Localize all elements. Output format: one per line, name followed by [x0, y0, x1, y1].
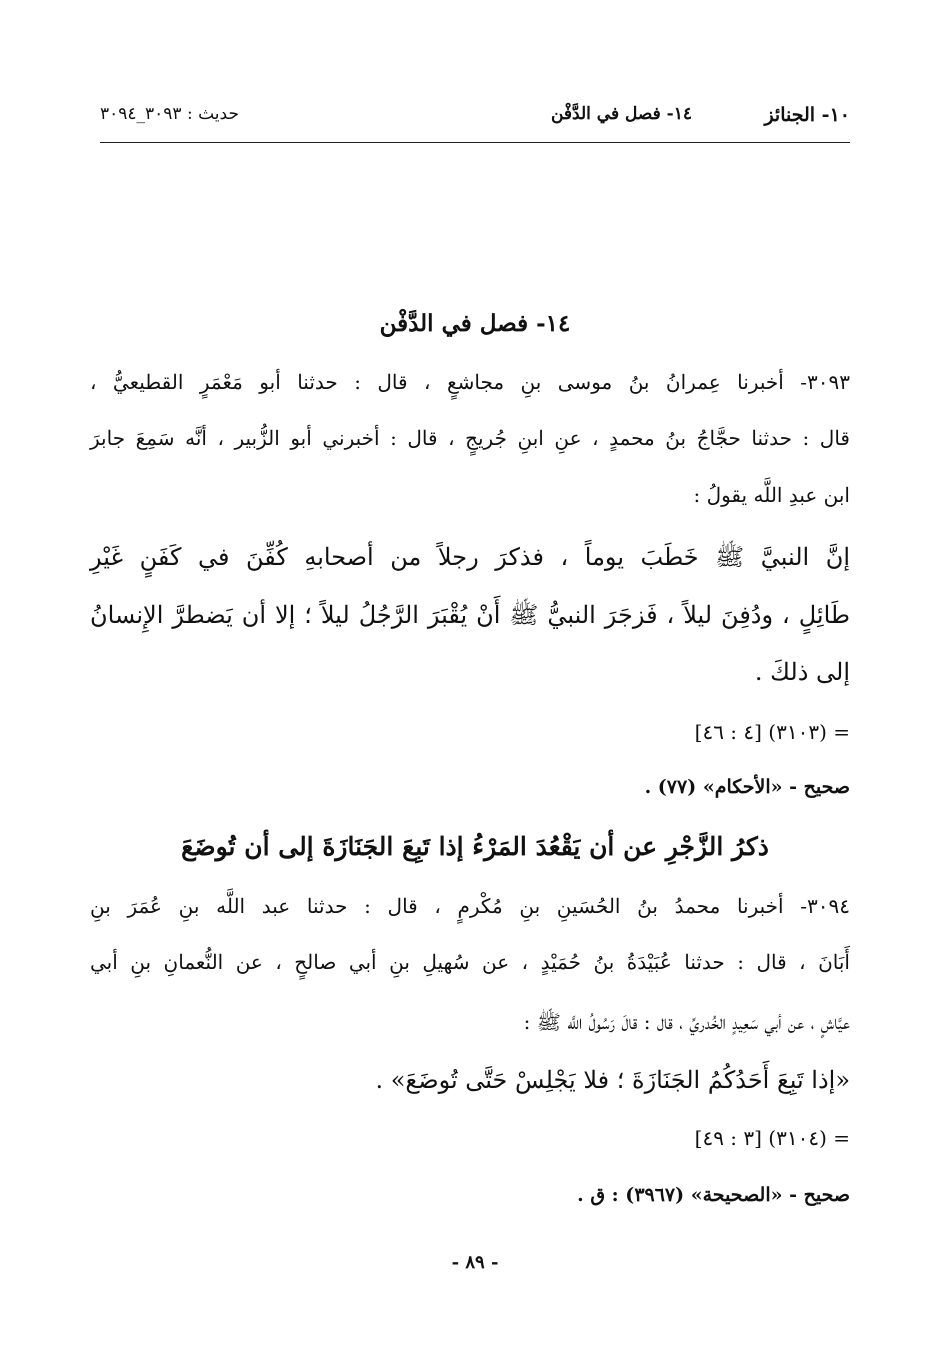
hadith-3093-isnad-line-3: ابن عبدِ اللَّه يقولُ :: [693, 483, 850, 507]
hadith-3093-matn-line-2: طَائِلٍ ، ودُفِنَ ليلاً ، فَزجَرَ النبيُّ ﷺ أَنْ يُقْبَرَ الرَّجُلُ ليلاً ؛ إلا أن يَضطرَّ الإِنسانُ: [90, 601, 850, 629]
hadith-3093-isnad-line-1: ٣٠٩٣- أخبرنا عِمرانُ بنُ موسى بنِ مجاشعٍ ، قال : حدثنا أبو مَعْمَرٍ القطيعيُّ ،: [90, 370, 850, 394]
hadith-3093-matn-line-3: إلى ذلكَ .: [754, 658, 850, 686]
hadith-3093-matn-line-1: إنَّ النبيَّ ﷺ خَطَبَ يوماً ، فذكرَ رجلاً من أصحابهِ كُفِّنَ في كَفَنٍ غَيْرِ: [90, 543, 851, 571]
running-header: [100, 98, 850, 138]
header-book-title: ١٠- الجنائز: [764, 104, 850, 126]
hadith-3093-reference: = (٣١٠٣) [٤ : ٤٦]: [694, 720, 850, 744]
header-chapter-title: ١٤- فصل في الدَّفْن: [550, 104, 692, 124]
header-divider: [100, 142, 850, 143]
page-number: - ٨٩ -: [451, 1252, 499, 1273]
subheading-title: ذكرُ الزَّجْرِ عن أن يَقْعُدَ المَرْءُ إذا تَبِعَ الجَنَازَةَ إلى أن تُوضَعَ: [181, 832, 769, 861]
section-title: ١٤- فصل في الدَّفْن: [379, 310, 571, 337]
header-hadith-range: حديث : ٣٠٩٣_٣٠٩٤: [100, 104, 239, 124]
hadith-3094-matn-line-1: «إذا تَبِعَ أَحَدُكُمُ الجَنَازَةَ ؛ فلا يَجْلِسْ حَتَّى تُوضَعَ» .: [375, 1066, 850, 1094]
hadith-3094-isnad-line-1: ٣٠٩٤- أخبرنا محمدُ بنُ الحُسَينِ بنِ مُكْرمٍ ، قال : حدثنا عبد اللَّه بنِ عُمَرَ بنِ: [90, 894, 850, 918]
hadith-3094-reference: = (٣١٠٤) [٣ : ٤٩]: [694, 1126, 850, 1150]
hadith-3093-isnad-line-2: قال : حدثنا حجَّاجُ بنُ محمدٍ ، عنِ ابنِ جُريجٍ ، قال : أخبرني أبو الزُّبير ، أنَّه سَمِعَ جابرَ: [90, 426, 850, 450]
hadith-3094-isnad-line-3: عيَّاشٍ ، عن أبي سَعِيدٍ الخُدريِّ ، قال : قالَ رَسُولُ اللَّه ﷺ :: [523, 1010, 850, 1034]
hadith-3093-grade: صحيح - «الأحكام» (٧٧) .: [644, 776, 850, 798]
hadith-3094-grade: صحيح - «الصحيحة» (٣٩٦٧) : ق .: [577, 1184, 850, 1206]
hadith-3094-isnad-line-2: أَبَانَ ، قال : حدثنا عُبَيْدَةُ بنُ حُمَيْدٍ ، عن سُهيلِ بنِ أبي صالحٍ ، عن النُّعمانِ بنِ أبي: [90, 950, 850, 974]
